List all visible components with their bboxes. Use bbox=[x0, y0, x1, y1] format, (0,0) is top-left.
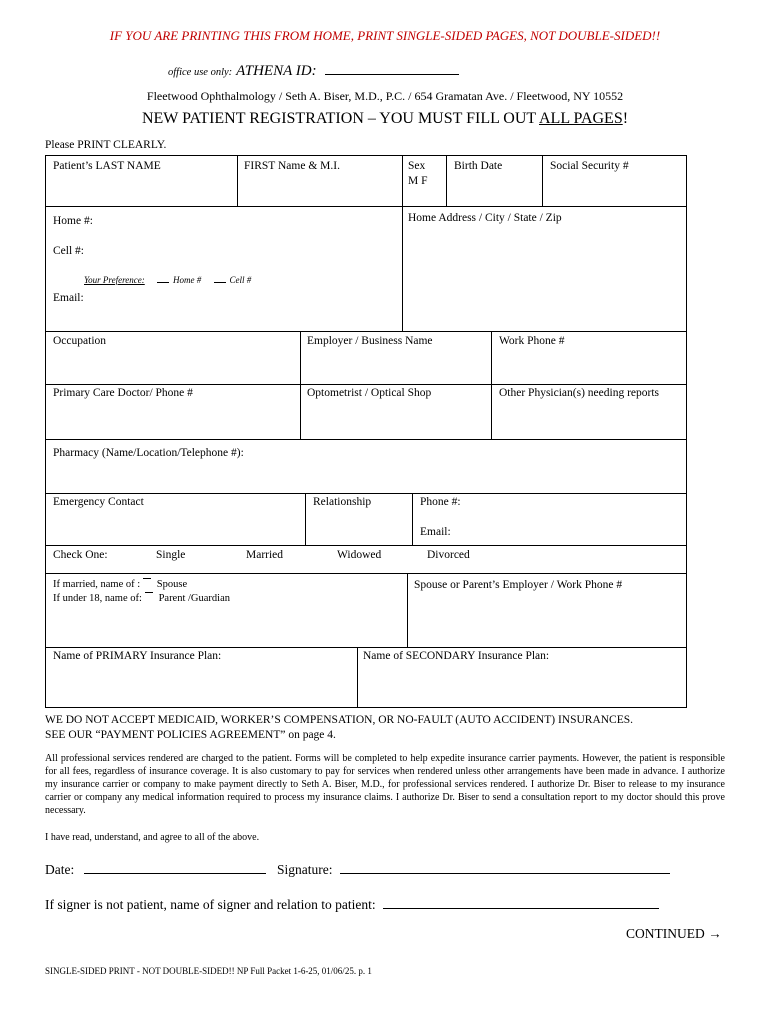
insurance-notice-line2: SEE OUR “PAYMENT POLICIES AGREEMENT” on page 4. bbox=[45, 729, 336, 741]
secondary-insurance-field[interactable]: Name of SECONDARY Insurance Plan: bbox=[363, 650, 550, 662]
birth-date-field[interactable]: Birth Date bbox=[454, 160, 503, 172]
print-warning: IF YOU ARE PRINTING THIS FROM HOME, PRINT SINGLE-SIDED PAGES, NOT DOUBLE-SIDED!! bbox=[109, 28, 661, 43]
registration-form bbox=[45, 155, 687, 708]
work-phone-field[interactable]: Work Phone # bbox=[499, 335, 565, 347]
practice-address: Fleetwood Ophthalmology / Seth A. Biser, M.D., P.C. / 654 Gramatan Ave. / Fleetwood, NY 10552 bbox=[146, 89, 624, 103]
optometrist-field[interactable]: Optometrist / Optical Shop bbox=[307, 387, 432, 399]
last-name-field[interactable]: Patient’s LAST NAME bbox=[53, 160, 161, 172]
pref-home-checkbox[interactable] bbox=[157, 274, 169, 283]
relationship-field[interactable]: Relationship bbox=[313, 496, 372, 508]
email-field[interactable]: Email: bbox=[53, 292, 84, 304]
signature-field[interactable] bbox=[340, 860, 670, 874]
employer-field[interactable]: Employer / Business Name bbox=[307, 335, 433, 347]
title-main: NEW PATIENT REGISTRATION – YOU MUST FILL OUT bbox=[141, 110, 539, 127]
ssn-field[interactable]: Social Security # bbox=[550, 160, 629, 172]
date-label: Date: bbox=[45, 862, 75, 877]
home-phone-field[interactable]: Home #: bbox=[53, 215, 93, 227]
other-physician-field[interactable]: Other Physician(s) needing reports bbox=[499, 387, 660, 399]
office-use-line bbox=[168, 62, 459, 80]
pref-cell-checkbox[interactable] bbox=[214, 274, 226, 283]
spouse-employer-field[interactable]: Spouse or Parent’s Employer / Work Phone # bbox=[414, 579, 623, 591]
if-under18-label: If under 18, name of: bbox=[53, 593, 142, 604]
sex-label: Sex bbox=[408, 160, 426, 172]
pcp-field[interactable]: Primary Care Doctor/ Phone # bbox=[53, 387, 193, 399]
occupation-field[interactable]: Occupation bbox=[53, 335, 107, 347]
pharmacy-field[interactable]: Pharmacy (Name/Location/Telephone #): bbox=[53, 447, 244, 459]
office-use-label: office use only: bbox=[168, 67, 233, 78]
athena-id-field[interactable] bbox=[325, 62, 459, 75]
insurance-notice-line1: WE DO NOT ACCEPT MEDICAID, WORKER’S COMPENSATION, OR NO-FAULT (AUTO ACCIDENT) INSURANCES. bbox=[45, 714, 634, 726]
signer-label: If signer is not patient, name of signer and relation to patient: bbox=[45, 897, 376, 912]
agreement-statement: I have read, understand, and agree to all of the above. bbox=[45, 832, 260, 843]
print-instruction: Please PRINT CLEARLY. bbox=[45, 139, 167, 151]
ec-email-field[interactable]: Email: bbox=[420, 526, 451, 538]
title-end: ! bbox=[622, 110, 629, 127]
if-married-label: If married, name of : bbox=[53, 579, 141, 590]
cell-phone-field[interactable]: Cell #: bbox=[53, 245, 84, 257]
parent-label: Parent /Guardian bbox=[158, 593, 230, 604]
parent-checkbox[interactable] bbox=[145, 592, 153, 599]
home-address-field[interactable]: Home Address / City / State / Zip bbox=[408, 212, 562, 224]
pref-cell-label: Cell # bbox=[229, 275, 252, 285]
spouse-label: Spouse bbox=[156, 579, 188, 590]
marital-widowed[interactable]: Widowed bbox=[337, 549, 382, 561]
date-field[interactable] bbox=[84, 860, 266, 874]
signature-label: Signature: bbox=[277, 862, 333, 877]
pref-home-label: Home # bbox=[173, 275, 202, 285]
primary-insurance-field[interactable]: Name of PRIMARY Insurance Plan: bbox=[53, 650, 222, 662]
sex-options[interactable]: M F bbox=[408, 175, 428, 187]
marital-single[interactable]: Single bbox=[156, 549, 186, 561]
signer-field[interactable] bbox=[383, 895, 659, 909]
athena-id-label: ATHENA ID: bbox=[236, 63, 317, 79]
preference-label: Your Preference: bbox=[84, 275, 145, 285]
first-name-field[interactable]: FIRST Name & M.I. bbox=[244, 160, 340, 172]
page-footer: SINGLE-SIDED PRINT - NOT DOUBLE-SIDED!! NP Full Packet 1-6-25, 01/06/25. p. 1 bbox=[45, 966, 372, 976]
spouse-guardian-block bbox=[53, 578, 230, 606]
signer-row bbox=[45, 895, 659, 913]
insurance-notice bbox=[45, 713, 725, 743]
check-one-label: Check One: bbox=[53, 549, 108, 561]
emergency-contact-field[interactable]: Emergency Contact bbox=[53, 496, 144, 508]
date-signature-row bbox=[45, 860, 670, 878]
marital-married[interactable]: Married bbox=[246, 549, 284, 561]
continued-label: CONTINUED → bbox=[626, 926, 722, 941]
marital-divorced[interactable]: Divorced bbox=[427, 549, 470, 561]
page-title bbox=[0, 110, 770, 128]
ec-phone-field[interactable]: Phone #: bbox=[420, 496, 461, 508]
title-underlined: ALL PAGES bbox=[539, 110, 623, 127]
policy-paragraph: All professional services rendered are charged to the patient. Forms will be completed to help expedite insurance carrier payments. However, the patient is responsible for all fees, regardless of insurance coverage. It is also customary to pay for services when rendered unless other arrangements have been made in advance. I authorize my insurance carrier or company to make payment directly to Seth A. Biser, M.D., for professional services rendered. I authorize Dr. Biser to release to my insurance carrier or company any medical information required to process my insurance claims. I authorize Dr. Biser to send a consultation report to my doctor should this prove necessary. bbox=[45, 753, 725, 816]
contact-preference bbox=[84, 274, 251, 285]
spouse-checkbox[interactable] bbox=[143, 578, 151, 585]
